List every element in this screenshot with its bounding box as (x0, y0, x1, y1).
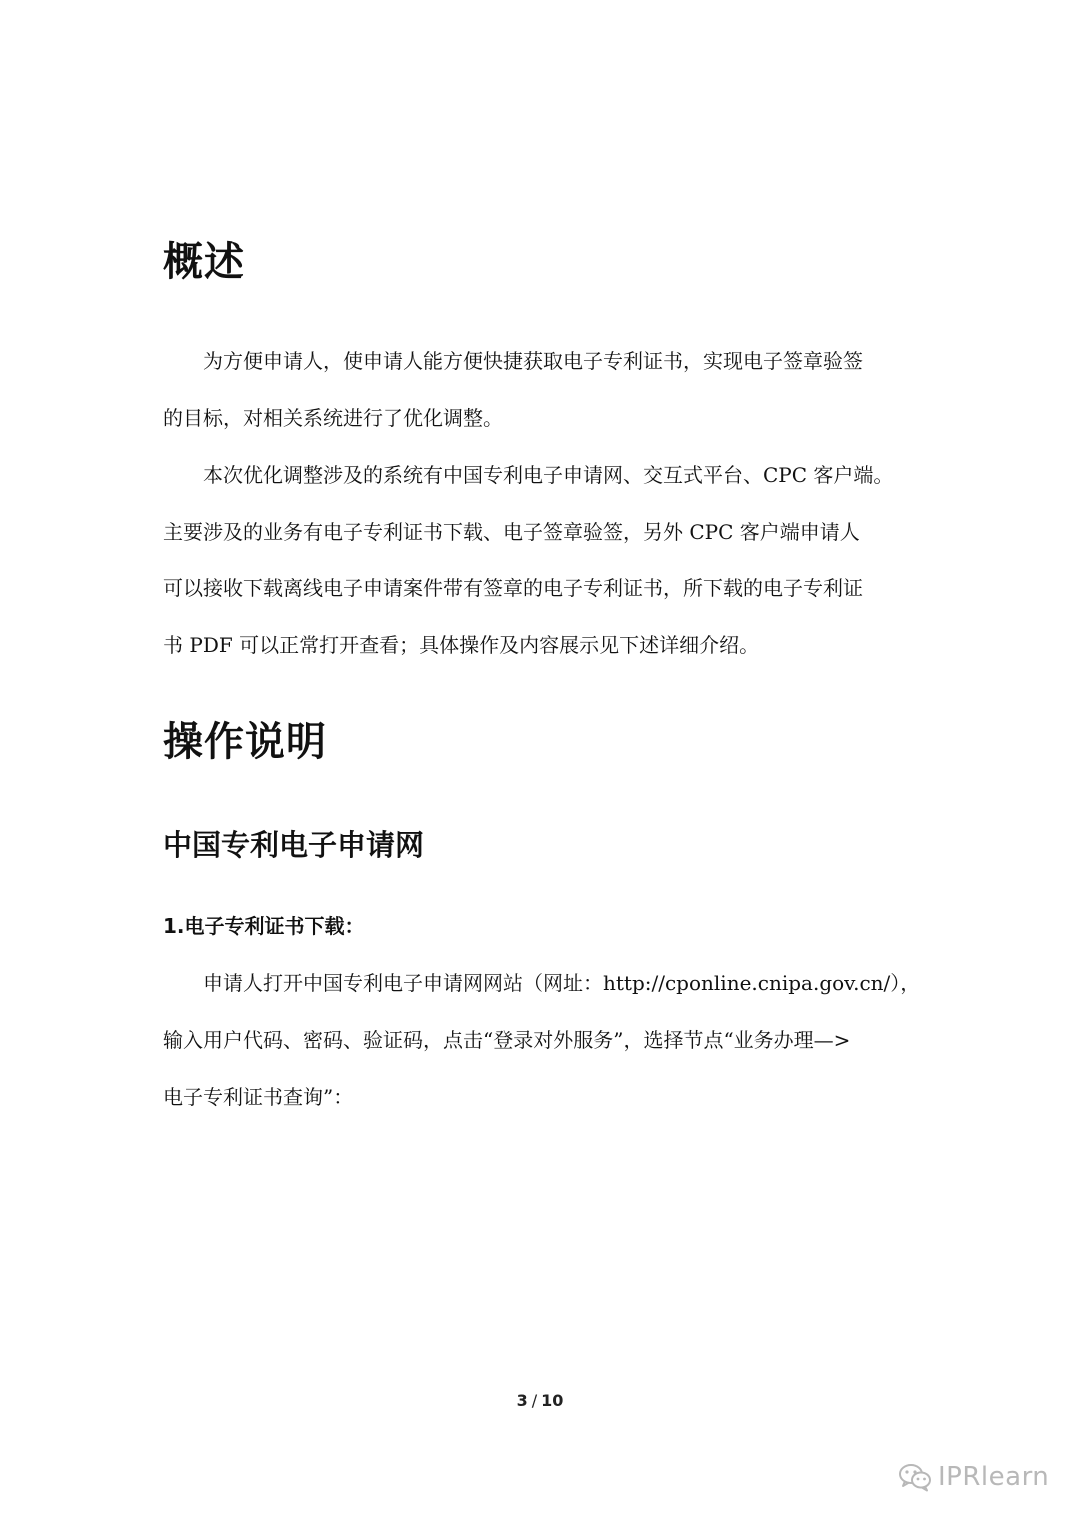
watermark-text: IPRlearn (938, 1462, 1050, 1492)
page-total: 10 (541, 1391, 564, 1410)
wechat-icon (898, 1462, 932, 1492)
page-separator: / (531, 1391, 538, 1410)
overview-paragraph2-line2: 主要涉及的业务有电子专利证书下载、电子签章验签，另外 CPC 客户端申请人 (163, 520, 860, 544)
page-number (0, 1390, 1080, 1412)
step-text-line1: 申请人打开中国专利电子申请网网站（网址：http://cponline.cnipa.gov.cn/）， (203, 971, 921, 995)
step-text-line3: 电子专利证书查询”： (163, 1085, 354, 1109)
step-heading: 1.电子专利证书下载： (163, 914, 365, 938)
watermark (898, 1460, 1049, 1494)
subsection-heading: 中国专利电子申请网 (163, 828, 425, 862)
step-text-line2: 输入用户代码、密码、验证码，点击“登录对外服务”，选择节点“业务办理—> (163, 1028, 851, 1052)
overview-paragraph2-line1: 本次优化调整涉及的系统有中国专利电子申请网、交互式平台、CPC 客户端。 (203, 463, 894, 487)
overview-paragraph2-line4: 书 PDF 可以正常打开查看；具体操作及内容展示见下述详细介绍。 (163, 633, 760, 657)
overview-paragraph1-line1: 为方便申请人，使申请人能方便快捷获取电子专利证书，实现电子签章验签 (203, 349, 863, 373)
overview-paragraph1-line2: 的目标，对相关系统进行了优化调整。 (163, 406, 503, 430)
page-current: 3 (516, 1391, 528, 1410)
operations-heading: 操作说明 (163, 719, 327, 765)
overview-heading: 概述 (163, 239, 245, 285)
overview-paragraph2-line3: 可以接收下载离线电子申请案件带有签章的电子专利证书，所下载的电子专利证 (163, 576, 863, 600)
